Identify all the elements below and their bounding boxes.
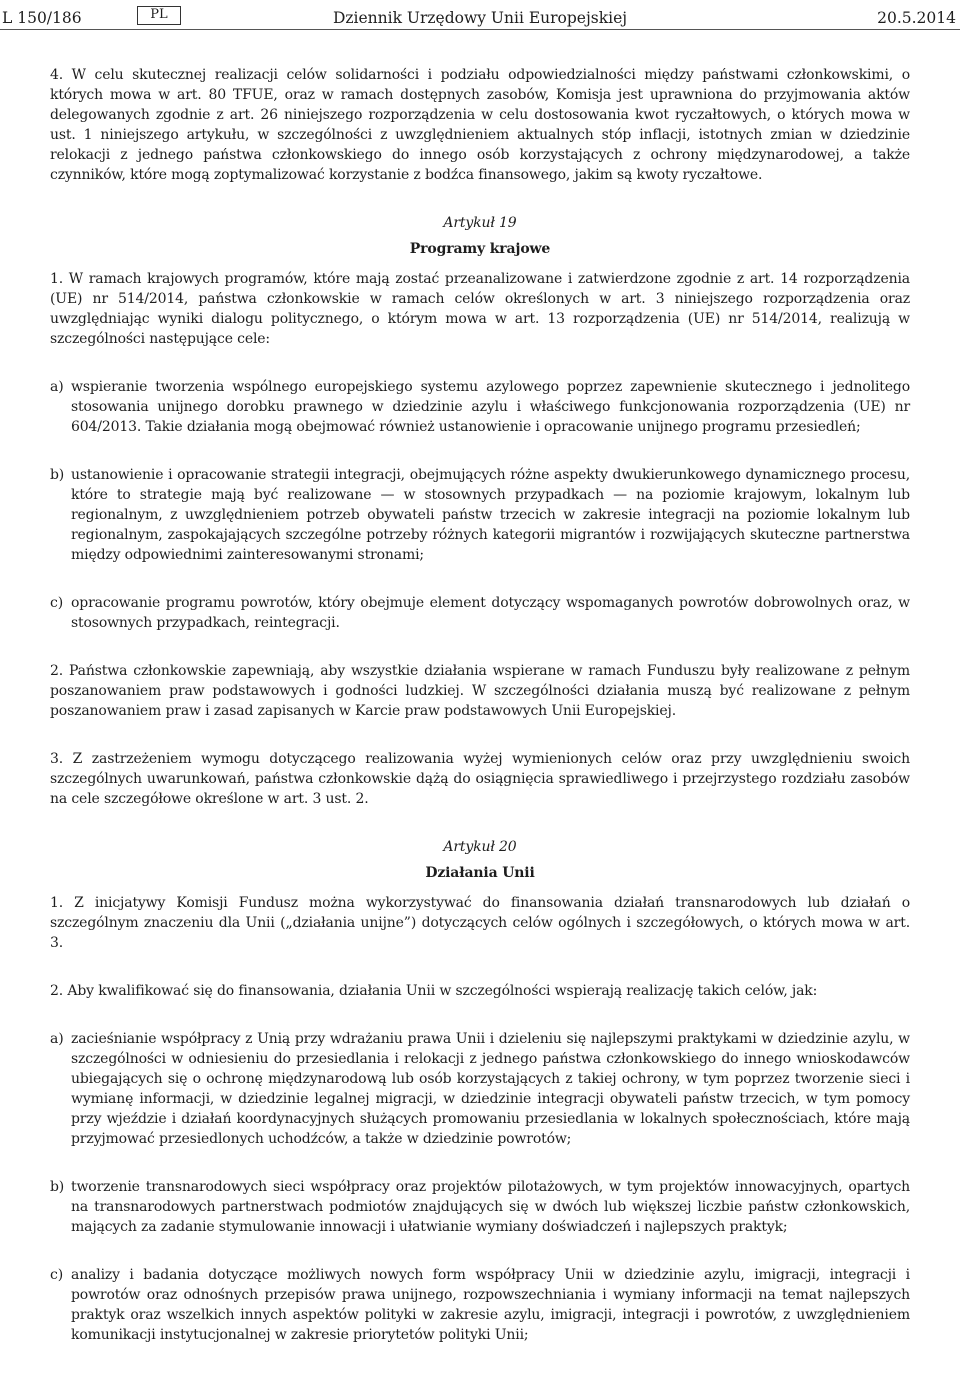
list-item-label: b) [50,467,65,483]
paragraph-4: 4. W celu skutecznej realizacji celów solidarności i podziału odpowiedzialności między państwami członkowskimi, o których mowa w art. 80 TFUE, oraz w ramach dostępnych zasobów, Komisja jest uprawniona do przyjmowania aktów delegowanych zgodnie z art. 26 niniejszego rozporządzenia w celu dostosowania kwot ryczałtowych, o których mowa w ust. 1 niniejszego artykułu, w szczególności z uwzględnieniem aktualnych stóp inflacji, istotnych zmian w dziedzinie relokacji z jednego państwa członkowskiego do innego osób korzystających z ochrony międzynarodowej, a także czynników, które mogą zoptymalizować korzystanie z bodźca finansowego, jakim są kwoty ryczałtowe. [50,67,910,183]
list-item-label: c) [50,595,64,611]
article-20-title: Działania Unii [425,865,535,881]
publication-date: 20.5.2014 [877,9,956,27]
article-19-paragraph-1: 1. W ramach krajowych programów, które mają zostać przeanalizowane i zatwierdzone zgodnie z art. 14 rozporządzenia (UE) nr 514/2014, państwa członkowskie w ramach celów określonych w art. 3 niniejszego rozporządzenia oraz uwzględniając wyniki dialogu politycznego, o którym mowa w art. 13 rozporządzenia (UE) nr 514/2014, realizują w szczególności następujące cele: [50,271,910,347]
page-header [2,6,958,30]
article-19-number: Artykuł 19 [443,215,517,231]
journal-title: Dziennik Urzędowy Unii Europejskiej [332,9,628,27]
list-item [50,465,910,565]
article-19-paragraph-3: 3. Z zastrzeżeniem wymogu dotyczącego realizowania wyżej wymienionych celów oraz przy uwzględnieniu swoich szczególnych uwarunkowań, państwa członkowskie dążą do osiągnięcia sprawiedliwego i przejrzystego rozdziału zasobów na cele szczegółowe określone w art. 3 ust. 2. [50,751,910,807]
list-item-text: wspieranie tworzenia wspólnego europejskiego systemu azylowego poprzez zapewnienie skutecznego i jednolitego stosowania unijnego dorobku prawnego w dziedzinie azylu i właściwego funkcjonowania rozporządzenia (UE) nr 604/2013. Takie działania mogą obejmować również ustanowienie i opracowanie unijnego programu przesiedleń; [71,379,910,435]
header-divider [0,29,960,30]
list-item-label: a) [50,379,64,395]
list-item-label: c) [50,1267,64,1283]
language-badge: PL [137,6,181,25]
list-item-text: opracowanie programu powrotów, który obejmuje element dotyczący wspomaganych powrotów dobrowolnych oraz, w stosownych przypadkach, reintegracji. [71,595,910,631]
document-body [50,65,910,1345]
list-item-text: analizy i badania dotyczące możliwych nowych form współpracy Unii w dziedzinie azylu, imigracji, integracji i powrotów oraz odnośnych przepisów prawa unijnego, rozpowszechniania i wymiany informacji na temat najlepszych praktyk oraz wszelkich innych aspektów polityki w zakresie azylu, imigracji, integracji i powrotów, z uwzględnieniem komunikacji instytucjonalnej w zakresie priorytetów polityki Unii; [71,1267,910,1343]
article-20-paragraph-2: 2. Aby kwalifikować się do finansowania, działania Unii w szczególności wspierają realizację takich celów, jak: [50,983,818,999]
list-item-text: ustanowienie i opracowanie strategii integracji, obejmujących różne aspekty dwukierunkowego dynamicznego procesu, które to strategie mają być realizowane — w stosownych przypadkach — na poziomie krajowym, lokalnym lub regionalnym, z uwzględnieniem potrzeb obywateli państw trzecich w zakresie integracji na poziomie lokalnym lub regionalnym, zaspokajających szczególne potrzeby różnych kategorii migrantów i rozwijających skuteczne partnerstwa między odpowiednimi zainteresowanymi stronami; [71,467,910,563]
list-item-text: tworzenie transnarodowych sieci współpracy oraz projektów pilotażowych, w tym projektów innowacyjnych, opartych na transnarodowych partnerstwach podmiotów znajdujących się w dwóch lub większej liczbie państw członkowskich, mających za zadanie stymulowanie innowacji i ułatwianie wymiany doświadczeń i najlepszych praktyk; [71,1179,910,1235]
list-item [50,377,910,437]
list-item-text: zacieśnianie współpracy z Unią przy wdrażaniu prawa Unii i dzieleniu się najlepszymi praktykami w dziedzinie azylu, w szczególności w odniesieniu do przesiedlania i relokacji z jednego państwa członkowskiego do innego wnioskodawców ubiegających się o ochronę międzynarodową lub osób korzystających z takiej ochrony, w tym poprzez tworzenie sieci i wymianę informacji, w dziedzinie legalnej migracji, w dziedzinie integracji obywateli państw trzecich, w tym pomocy przy wjeździe i działań koordynacyjnych służących promowaniu przesiedlania w lokalnych społecznościach, które mają przyjmować przesiedlonych uchodźców, a także w dziedzinie powrotów; [71,1031,910,1147]
page-number: L 150/186 [2,9,82,27]
article-20-number: Artykuł 20 [443,839,517,855]
list-item-label: b) [50,1179,65,1195]
list-item [50,1029,910,1149]
article-19-title: Programy krajowe [409,241,551,257]
list-item [50,1177,910,1237]
list-item [50,593,910,633]
list-item-label: a) [50,1031,64,1047]
article-20-paragraph-1: 1. Z inicjatywy Komisji Fundusz można wykorzystywać do finansowania działań transnarodowych lub działań o szczególnym znaczeniu dla Unii („działania unijne”) dotyczących celów ogólnych i szczegółowych, o których mowa w art. 3. [50,895,910,951]
list-item [50,1265,910,1345]
article-19-paragraph-2: 2. Państwa członkowskie zapewniają, aby wszystkie działania wspierane w ramach Funduszu były realizowane z pełnym poszanowaniem praw podstawowych i godności ludzkiej. W szczególności działania muszą być realizowane z pełnym poszanowaniem praw i zasad zapisanych w Karcie praw podstawowych Unii Europejskiej. [50,663,910,719]
